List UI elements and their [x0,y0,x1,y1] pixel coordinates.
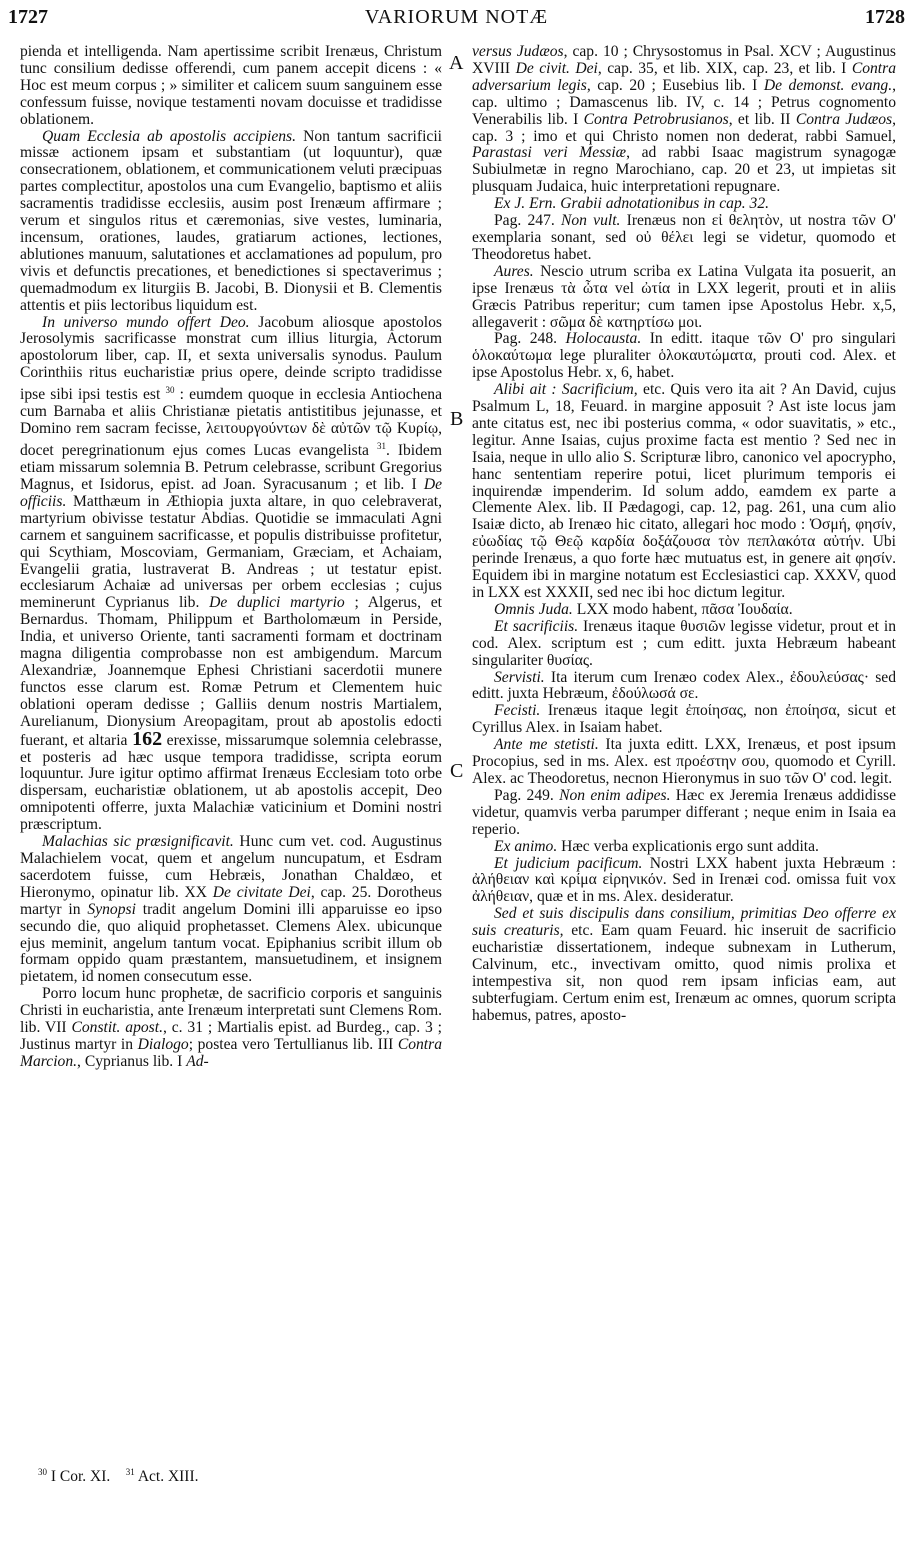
column-marker: 162 [132,727,163,750]
paragraph: Servisti. Ita iterum cum Irenæo codex Alex., ἐδουλεύσας· sed editt. juxta Hebræum, ἐδούλωσά σε. [472,668,896,703]
paragraph: Porro locum hunc prophetæ, de sacrificio corporis et sanguinis Christi in eucharistia, ante Irenæum interpretati sunt Clemens Rom. lib. VII Constit. apost., c. 31 ; Martialis epist. ad Burdeg., cap. 3 ; Justinus martyr in Dialogo; postea vero Tertullianus lib. III Contra Marcion., Cyprianus lib. I Ad- [20,985,443,1070]
paragraph: Ante me stetisti. Ita juxta editt. LXX, Irenæus, et post ipsum Procopius, sed in ms. Alex. est προέστην σου, quomodo et Cyrill. Alex. ac Theodoretus, necnon Hieronymus in suo τῶν Ο' cod. legit. [472,736,896,787]
footnote-ref: 31 [376,441,386,452]
footnote-ref: 30 [165,385,175,396]
page-number-right: 1728 [865,6,905,28]
running-title: VARIORUM NOTÆ [364,6,549,28]
paragraph: Et judicium pacificum. Nostri LXX habent juxta Hebræum : ἀλήθειαν καὶ κρίμα εἰρηνικόν. Sed in Irenæi cod. omissa fuit vox ἀλήθειαν, quæ et in ms. Alex. desideratur. [472,854,896,906]
page-number-left: 1727 [8,6,48,28]
paragraph: versus Judæos, cap. 10 ; Chrysostomus in Psal. XCV ; Augustinus XVIII De civit. Dei, cap. 35, et lib. XIX, cap. 23, et lib. I Contra adversarium legis, cap. 20 ; Eusebius lib. I De demonst. evang., cap. ultimo ; Damascenus lib. IV, c. 14 ; Petrus cognomento Venerabilis lib. I Contra Petrobrusianos, et lib. II Contra Judæos, cap. 3 ; imo et qui Christo nomen non dederat, rabbi Samuel, Parastasi veri Messiæ, ad rabbi Isaac magistrum synagogæ Subiulmetæ in regno Marochiano, cap. 20 et 23, ut impietas sit plusquam Judaica, huic interpretationi repugnare. [472,43,897,196]
margin-letter-c: C [450,760,464,782]
footnote-number: 30 [38,1467,47,1477]
left-column [20,44,442,1071]
paragraph: pienda et intelligenda. Nam apertissime scribit Irenæus, Christum tunc consilium dedisse offerendi, cum panem accepit dicens : « Hoc est meum corpus ; » similiter et calicem suum sanguinem esse confessum fuisse, novique testamenti novam docuisse et tradidisse oblationem. [20,43,442,128]
paragraph: Aures. Nescio utrum scriba ex Latina Vulgata ita posuerit, an ipse Irenæus τὰ ὦτα vel ὠτία in LXX legerit, prouti et in aliis Græcis Patribus reperitur; cum tamen ipse Apostolus Hebr. x,5, allegaverit : σῶμα δὲ κατηρτίσω μοι. [472,262,896,331]
paragraph: Quam Ecclesia ab apostolis accipiens. Non tantum sacrificii missæ actionem ipsam et substantiam (ut loquuntur), quæ consecrationem, oblationem, et communicationem veluti præcipuas partes complectitur, apostolos una cum Evangelio, baptismo et aliis sacramentis tradidisse ecclesiis, ausim post Irenæum affirmare ; verum et singulos ritus et cæremonias, sive vestes, luminaria, incensum, orationes, laudes, gratiarum actiones, lectiones, ablutiones manuum, salutationes et acclamationes ad populum, pro vivis et defunctis precationes, et benedictiones si spectaverimus ; quemadmodum ex liturgiis B. Jacobi, B. Dionysii et B. Clementis attentis et piis lectoribus liquidum est. [20,127,442,314]
paragraph: Ex animo. Hæc verba explicationis ergo sunt addita. [494,837,819,855]
margin-letter-a: A [449,52,464,74]
section-heading: Ex J. Ern. Grabii adnotationibus in cap. 32. [494,195,770,213]
paragraph: Et sacrificiis. Irenæus itaque θυσιῶν legisse videtur, prout et in cod. Alex. scriptum est ; cum editt. juxta Hebræum habeant singulariter θυσίας. [472,617,896,669]
footnotes [38,1467,199,1486]
footnote-text: Act. XIII. [134,1468,199,1486]
margin-letter-b: B [450,408,464,430]
footnote-text: I Cor. XI. [47,1468,111,1486]
paragraph: Sed et suis discipulis dans consilium, primitias Deo offerre ex suis creaturis, etc. Eam quam Feuard. hic inseruit de sacrificio eucharistiæ dissertationem, indeque subnexam in Lutherum, Calvinum, etc., invectivam omitto, quod nimis prolixa et intempestiva sit, non quod rem ipsam inficias eam, aut subterfugiam. Certum enim est, Irenæum ac omnes, quorum scripta habemus, patres, aposto- [472,905,896,1024]
footnote-number: 31 [125,1467,135,1477]
page-header [8,6,905,32]
paragraph: Pag. 247. Non vult. Irenæus non εἰ θελητὸν, ut nostra τῶν Ο' exemplaria sonant, sed οὐ θέλει legi se videtur, quomodo et Theodoretus habet. [472,212,896,263]
paragraph: In universo mundo offert Deo. Jacobum aliosque apostolos Jerosolymis sacrificasse monstrat cum illius liturgia, Actorum apostolorum liber, cap. II, et sexta universalis synodus. Paulum Corinthiis ritus eucharistiæ prius opere, deinde scripto tradidisse ipse sibi ipsi testis est $^{30}$ : eumdem quoque in ecclesia Antiochena cum Barnaba et aliis Christianæ pietatis antistitibus jejunasse, et Domino rem sacram fecisse, λειτουργούντων δὲ αὐτῶν τῷ Κυρίῳ, docet peregrinationum ejus comes Lucas evangelista $^{31}$. Ibidem etiam missarum solemnia B. Petrum celebrasse, scribunt Gregorius Magnus, et Isidorus, epist. ad Joan. Syracusanum ; et lib. I De officiis. Matthæum in Æthiopia juxta altare, in quo celebraverat, martyrium obivisse testatur Abdias. Quotidie se immaculati Agni carnem et sanguinem sacrificasse, et populis distribuisse profitetur, qui Scythiam, Moscoviam, Germaniam, Græciam, et Achaiam, Evangelii gratia, lustraverat B. Andreas ; ut testatur epist. ecclesiarum Achaiæ ad universas per orbem ecclesias ; cujus meminerunt Cyprianus lib. De duplici martyrio ; Algerus, et Bernardus. Thomam, Philippum et Bartholomæum in Perside, India, et universo Oriente, tanti sacramenti formam et doctrinam magna diligentia comprobasse non est ambigendum. Marcum Alexandriæ, Joannemque Ephesi Christiani sacerdotii munere functos esse clarum est. Romæ Petrum et Clementem huic oblationi operam dedisse ; Galliis denum nostris Martialem, Aurelianum, Dionysium Areopagitam, prout ab apostolis edocti fuerant, et altaria 162 erexisse, missarumque solemnia celebrasse, et posteris ad hæc usque tempora tradidisse, scripta eorum loquuntur. Jure igitur optimo affirmat Irenæus Ecclesiam toto orbe dispersam, eucharistiæ oblationem, ut ab apostolis accepit, Deo omnipotenti offerre, juxta Malachiæ vaticinium et Domini nostri præscriptum. [20,313,442,834]
paragraph: Alibi ait : Sacrificium, etc. Quis vero ita ait ? An David, cujus Psalmum L, 18, Feuard. in margine apposuit ? Ast iste locus jam ante citatus est, nec ibi posterius comma, « odor suavitatis, » etc., legitur. Anne Isaias, cujus proxime facta est mentio ? Sed nec in Isaia, neque in ullo alio S. Scripturæ libro, canonico vel apocrypho, hanc sententiam reperire potui, licet plurimum temporis ei inquirendæ impenderim. Id solum addo, eamdem ex parte a Clemente Alex. lib. II Pædagogi, cap. 12, pag. 261, una cum alio Isaiæ dicto, ab Irenæo hic citato, allegari hoc modo : Ὀσμή, φησίν, εὐωδίας τῷ Θεῷ καρδία δοξάζουσα τὸν πεπλακότα αὐτήν. Ubi perinde Irenæus, a quo forte hæc mutuatus est, in genere ait φησίν. Equidem ibi in margine notatum est Ecclesiastici cap. XXXV, quod in LXX est XXXII, sed nec ibi hoc dictum legitur. [472,381,896,601]
paragraph: Pag. 248. Holocausta. In editt. itaque τῶν Ο' pro singulari ὁλοκαύτωμα lege pluraliter ὁλοκαυτώματα, prouti cod. Alex. et ipse Apostolus Hebr. x, 6, habet. [472,330,896,382]
paragraph: Pag. 249. Non enim adipes. Hæc ex Jeremia Irenæus addidisse videtur, quamvis verba parumper differant ; neque enim in Isaia ea reperio. [472,786,897,838]
paragraph: Malachias sic præsignificavit. Hunc cum vet. cod. Augustinus Malachielem vocat, quem et angelum nuncupatum, et Esdram sacerdotem fuisse, cum Hebræis, Jonathan Chaldæo, et Hieronymo, opinatur lib. XX De civitate Dei, cap. 25. Dorotheus martyr in Synopsi tradit angelum Domini illi apparuisse eo ipso secundo die, quo aliquid prophetasset. Clemens Alex. ubicunque ejus meminit, angelum tantum vocat. Epiphanius scribit illum ob formam oppido quam præstantem, mansuetudinem, et insignem pietatem, id nomen consecutum esse. [20,833,442,986]
paragraph: Omnis Juda. LXX modo habent, πᾶσα Ἰουδαία. [494,600,793,618]
right-column [472,44,896,1025]
paragraph: Fecisti. Irenæus itaque legit ἐποίησας, non ἐποίησα, sicut et Cyrillus Alex. in Isaiam habet. [472,702,896,737]
